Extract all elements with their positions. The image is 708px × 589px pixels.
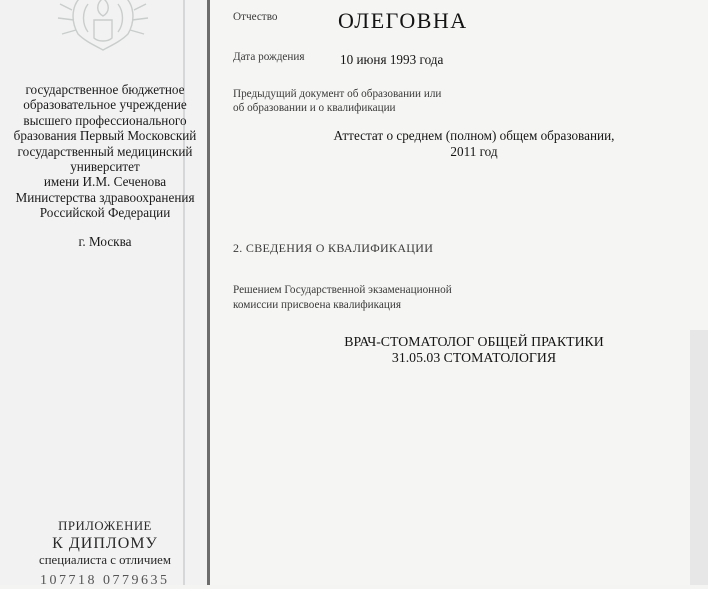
institution-line: имени И.М. Сеченова [43,174,167,190]
institution-line: образовательное учреждение [23,97,187,113]
prev-doc-label-line1: Предыдущий документ об образовании или [233,88,442,100]
appendix-title [0,519,210,568]
appendix-heading: ПРИЛОЖЕНИЕ [58,519,152,533]
city: г. Москва [78,234,132,249]
section-heading: 2. СВЕДЕНИЯ О КВАЛИФИКАЦИИ [233,241,434,255]
scan-edge-shadow [690,330,708,585]
institution-line: высшего профессионального [23,112,187,128]
decision-line2: комиссии присвоена квалификация [233,299,401,311]
birth-date-label: Дата рождения [233,51,305,63]
prev-doc-label-line2: об образовании и о квалификации [233,102,396,114]
institution-name [8,82,202,221]
patronymic-value: ОЛЕГОВНА [338,8,468,33]
qualification-line1: ВРАЧ-СТОМАТОЛОГ ОБЩЕЙ ПРАКТИКИ [344,334,604,349]
institution-line: университет [70,159,140,175]
appendix-diploma-label: К ДИПЛОМУ [52,535,158,552]
institution-line: государственный медицинский [17,143,193,159]
institution-line: Российской Федерации [39,205,171,221]
institution-line: бразования Первый Московский [13,128,197,144]
institution-line: государственное бюджетное [25,82,185,97]
page-fold-line [207,0,210,585]
appendix-subtitle: специалиста с отличием [39,553,171,567]
patronymic-label: Отчество [233,11,278,23]
institution-line: Министерства здравоохранения [15,189,195,205]
decision-line1: Решением Государственной экзаменационной [233,284,452,296]
coat-of-arms-icon [52,0,154,56]
prev-doc-value-line2: 2011 год [450,144,498,159]
serial-number: 107718 0779635 [40,573,170,588]
birth-date-value: 10 июня 1993 года [340,52,444,67]
prev-doc-value-line1: Аттестат о среднем (полном) общем образовании, [333,128,615,143]
qualification-line2: 31.05.03 СТОМАТОЛОГИЯ [391,350,557,365]
